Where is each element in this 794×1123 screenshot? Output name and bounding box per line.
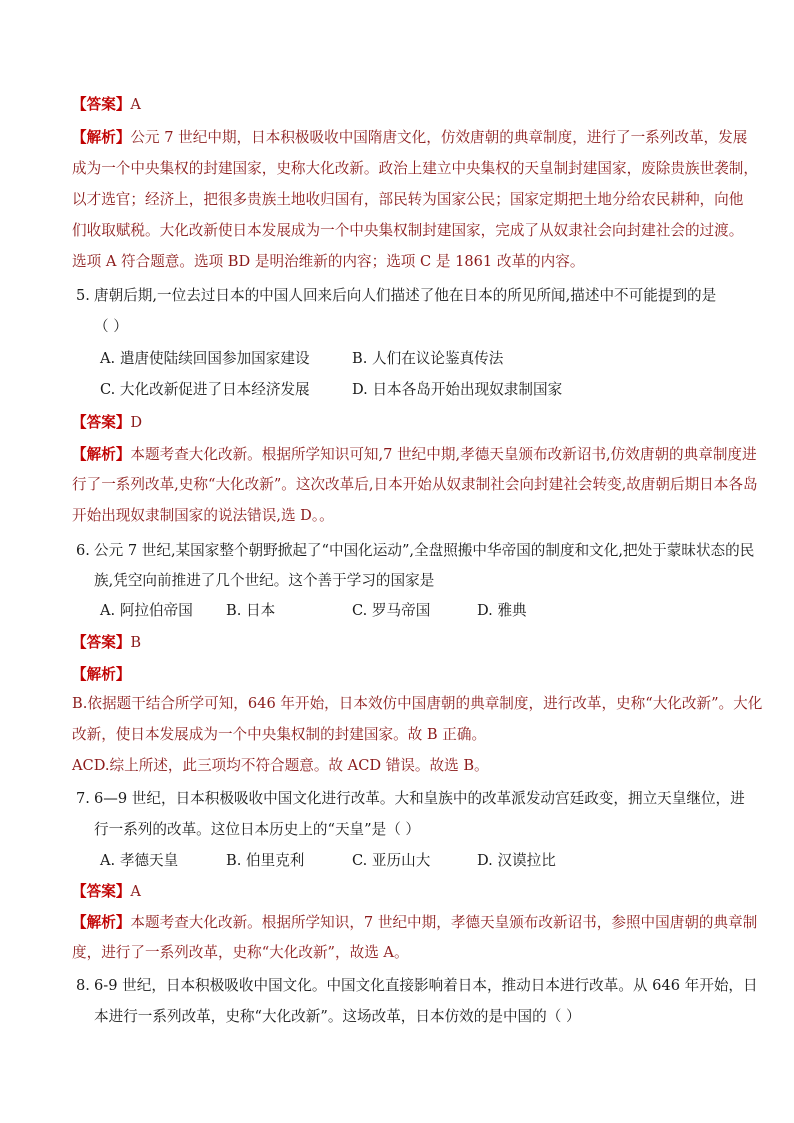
option-a: A. 遣唐使陆续回国参加国家建设 bbox=[100, 350, 310, 367]
option-b: B. 伯里克利 bbox=[226, 852, 305, 869]
answer-value: A bbox=[130, 883, 141, 900]
question-text: 公元 7 世纪,某国家整个朝野掀起了“中国化运动”,全盘照搬中华帝国的制度和文化,把处于蒙昧状态的民 bbox=[94, 542, 755, 559]
analysis-label: 【解析】 bbox=[72, 446, 131, 463]
answer-label: 【答案】 bbox=[72, 414, 131, 431]
analysis-label: 【解析】 bbox=[72, 129, 131, 146]
question-text: 行一系列的改革。这位日本历史上的“天皇”是（ ） bbox=[94, 821, 421, 838]
option-b: B. 日本 bbox=[226, 602, 276, 619]
question-text: 6-9 世纪，日本积极吸收中国文化。中国文化直接影响着日本，推动日本进行改革。从 646 年开始，日 bbox=[94, 977, 758, 994]
analysis-text: 行了一系列改革,史称“大化改新”。这次改革后,日本开始从奴隶制社会向封建社会转变,故唐朝后期日本各岛 bbox=[72, 476, 758, 493]
analysis-label: 【解析】 bbox=[72, 666, 131, 683]
question-text: 本进行一系列改革，史称“大化改新”。这场改革，日本仿效的是中国的（ ） bbox=[94, 1008, 581, 1025]
question-number: 8. bbox=[76, 977, 90, 994]
answer-label: 【答案】 bbox=[72, 96, 131, 113]
question-number: 5. bbox=[76, 287, 90, 304]
analysis-label: 【解析】 bbox=[72, 914, 131, 931]
question-text: 6—9 世纪，日本积极吸收中国文化进行改革。大和皇族中的改革派发动宫廷政变，拥立天皇继位，进 bbox=[94, 790, 745, 807]
analysis-text: ACD.综上所述，此三项均不符合题意。故 ACD 错误。故选 B。 bbox=[72, 757, 489, 774]
answer-line bbox=[72, 413, 142, 433]
analysis-text: 改新，使日本发展成为一个中央集权制的封建国家。故 B 正确。 bbox=[72, 726, 487, 743]
question-number: 6. bbox=[76, 542, 90, 559]
answer-line bbox=[72, 95, 141, 115]
analysis-line bbox=[72, 665, 130, 685]
answer-label: 【答案】 bbox=[72, 634, 131, 651]
option-c: C. 罗马帝国 bbox=[352, 602, 431, 619]
question-text: 唐朝后期,一位去过日本的中国人回来后向人们描述了他在日本的所见所闻,描述中不可能提到的是 bbox=[94, 287, 717, 304]
question-text: （ ） bbox=[94, 318, 128, 335]
analysis-line: 【解析】公元 7 世纪中期，日本积极吸收中国隋唐文化，仿效唐朝的典章制度，进行了一系列改革，发展 bbox=[72, 129, 748, 146]
option-c: C. 亚历山大 bbox=[352, 852, 431, 869]
analysis-text: 开始出现奴隶制国家的说法错误,选 D。。 bbox=[72, 507, 334, 524]
analysis-line: 【解析】本题考查大化改新。根据所学知识可知,7 世纪中期,孝德天皇颁布改新诏书,仿效唐朝的典章制度进 bbox=[72, 446, 757, 463]
answer-line bbox=[72, 882, 141, 902]
option-d: D. 汉谟拉比 bbox=[477, 852, 556, 869]
option-c: C. 大化改新促进了日本经济发展 bbox=[100, 381, 310, 398]
option-a: A. 阿拉伯帝国 bbox=[100, 602, 193, 619]
answer-value: B bbox=[130, 634, 142, 651]
question-number: 7. bbox=[76, 790, 90, 807]
analysis-text: 们收取赋税。大化改新使日本发展成为一个中央集权制封建国家，完成了从奴隶社会向封建社会的过渡。 bbox=[72, 222, 744, 239]
analysis-text: 以才选官；经济上，把很多贵族土地收归国有，部民转为国家公民；国家定期把土地分给农民耕种，向他 bbox=[72, 191, 744, 208]
option-a: A. 孝德天皇 bbox=[100, 852, 179, 869]
question-text: 族,凭空向前推进了几个世纪。这个善于学习的国家是 bbox=[94, 572, 435, 589]
option-d: D. 日本各岛开始出现奴隶制国家 bbox=[352, 381, 563, 398]
analysis-text: B.依据题干结合所学可知，646 年开始，日本效仿中国唐朝的典章制度，进行改革，史称“大化改新”。大化 bbox=[72, 695, 763, 712]
answer-value: A bbox=[130, 96, 141, 113]
option-d: D. 雅典 bbox=[477, 602, 527, 619]
analysis-text: 度，进行了一系列改革，史称“大化改新”，故选 A。 bbox=[72, 944, 409, 961]
analysis-text: 选项 A 符合题意。选项 BD 是明治维新的内容；选项 C 是 1861 改革的内容。 bbox=[72, 253, 585, 270]
answer-line bbox=[72, 633, 141, 653]
analysis-line: 【解析】本题考查大化改新。根据所学知识，7 世纪中期，孝德天皇颁布改新诏书，参照中国唐朝的典章制 bbox=[72, 914, 758, 931]
option-b: B. 人们在议论鉴真传法 bbox=[352, 350, 504, 367]
analysis-text: 成为一个中央集权的封建国家，史称大化改新。政治上建立中央集权的天皇制封建国家，废除贵族世袭制， bbox=[72, 160, 758, 177]
answer-value: D bbox=[130, 414, 143, 431]
answer-label: 【答案】 bbox=[72, 883, 131, 900]
